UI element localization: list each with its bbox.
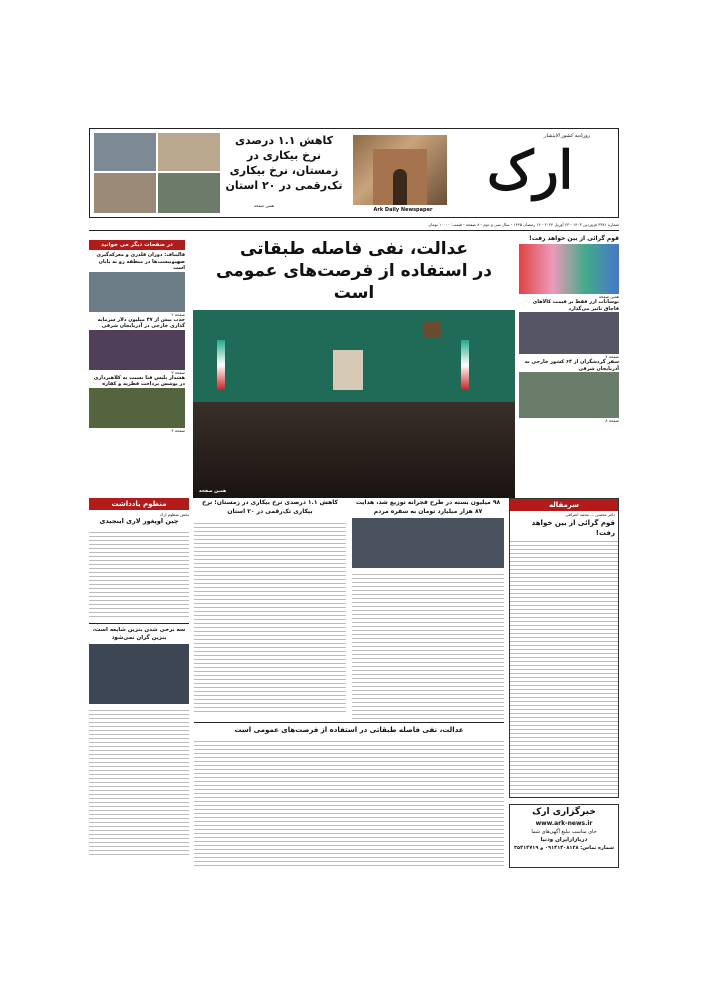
left-item2-page: صفحه ۳ bbox=[171, 369, 185, 375]
editorial-box bbox=[509, 498, 619, 798]
right-sidebar bbox=[519, 234, 619, 489]
agency-line3: دربازارایران ودنیا bbox=[540, 837, 588, 843]
unemployment-headline: کاهش ۱.۱ درصدی نرخ بیکاری در زمستان؛ نرخ بیکاری تک‌رقمی در ۲۰ استان bbox=[202, 499, 338, 515]
collage-photo-1 bbox=[94, 133, 156, 171]
bread-body bbox=[352, 571, 504, 721]
left-item3-page: صفحه ۴ bbox=[171, 427, 185, 433]
masthead-logo: ارک bbox=[486, 140, 574, 201]
right-sidebar-page2: صفحه ۷ bbox=[605, 354, 619, 359]
editorial-author: دکتر محسن ... محمد اشرافی bbox=[565, 512, 615, 517]
agency-phone: شماره تماس: ۰۹۱۴۱۴۰۸۱۲۸ و ۳۵۴۱۴۷۱۹ bbox=[513, 845, 615, 851]
gasoline-photo bbox=[89, 644, 189, 704]
left-item1-photo bbox=[89, 272, 185, 312]
gasoline-headline: سه نرخی شدن بنزین شایعه است، بنزین گران نمی‌شود bbox=[89, 623, 189, 642]
justice-body bbox=[194, 738, 504, 866]
right-sidebar-item3: سفر گردشگران از ۶۴ کشور خارجی به آذربایجان شرقی bbox=[524, 359, 619, 372]
editorial-body bbox=[510, 538, 618, 797]
top-story-page-ref: همین صفحه bbox=[253, 203, 274, 208]
left-sidebar bbox=[89, 240, 185, 490]
collage-photo-4 bbox=[158, 173, 220, 213]
issue-line: شماره ۳۳۸۱ فروردین ۱۴۰۳ - ۲۳ آوریل ۲۰۲۴ - ۱۴ رمضان ۱۴۴۵ - سال سی و دوم - ۸ صفحه - قیمت: ۱۰۰۰۰ تومان bbox=[89, 220, 619, 231]
collage-photo-2 bbox=[158, 133, 220, 171]
collage-photo-3 bbox=[94, 173, 156, 213]
poem-headline: چین اویغور لاری اینجیدی bbox=[99, 517, 179, 525]
right-sidebar-page1: همین صفحه bbox=[598, 294, 619, 299]
agency-url: www.ark-news.ir bbox=[535, 820, 593, 827]
agency-line2: جای مناسب تبلیغ آگهی‌های شما bbox=[531, 829, 597, 835]
right-sidebar-page3: صفحه ۸ bbox=[605, 418, 619, 423]
bread-photo bbox=[352, 518, 504, 568]
agency-box bbox=[509, 804, 619, 868]
justice-story bbox=[194, 722, 504, 868]
unemployment-story bbox=[194, 498, 346, 718]
official-photo bbox=[519, 312, 619, 354]
bread-story bbox=[352, 498, 504, 718]
bread-headline: ۹۸ میلیون بسته در طرح فجرانه توزیع شد، هدایت ۸۷ هزار میلیارد تومان به سفره مردم bbox=[355, 499, 501, 515]
unemployment-body bbox=[194, 520, 346, 715]
left-item1-page: صفحه ۲ bbox=[171, 311, 185, 317]
lead-photo-caption: همین صفحه bbox=[199, 489, 227, 494]
newspaper-page bbox=[89, 128, 619, 868]
masthead-english-name: Ark Daily Newspaper bbox=[373, 207, 433, 213]
masthead-tagline: روزنامه کشور الایتشار bbox=[543, 133, 590, 139]
left-item2-headline: جذب بیش از ۴۷ میلیون دلار سرمایه گذاری خارجی در آذربایجان شرقی bbox=[97, 316, 185, 329]
left-item2-photo bbox=[89, 330, 185, 370]
left-item3-headline: هشدار پلیس فتا نسبت به کلاهبرداری در پوشش پرداخت فطریه و کفاره bbox=[93, 374, 185, 387]
editorial-title: سرمقاله bbox=[510, 499, 618, 511]
agency-title: خبرگزاری ارک bbox=[532, 807, 596, 817]
citadel-photo bbox=[353, 135, 447, 205]
lead-headline-line2: در استفاده از فرصت‌های عمومی است bbox=[216, 261, 492, 303]
top-story-headline: کاهش ۱.۱ درصدی نرخ بیکاری در زمستان، نرخ بیکاری تک‌رقمی در ۲۰ استان bbox=[225, 134, 343, 192]
left-sidebar-title: در صفحات دیگر می خوانید bbox=[89, 240, 185, 250]
left-item3-photo bbox=[89, 388, 185, 428]
hands-photo bbox=[519, 244, 619, 294]
editorial-headline: قوم گرائی از بین خواهد رفت! bbox=[531, 519, 615, 537]
masthead-box bbox=[89, 128, 619, 218]
tourists-photo bbox=[519, 372, 619, 418]
lead-photo bbox=[193, 310, 515, 498]
lead-headline-line1: عدالت، نفی فاصله طبقاتی bbox=[239, 239, 468, 259]
poem-column bbox=[89, 498, 189, 868]
lead-story bbox=[193, 238, 515, 494]
justice-headline: عدالت، نفی فاصله طبقاتی در استفاده از فرصت‌های عمومی است bbox=[194, 722, 504, 735]
gasoline-body bbox=[89, 707, 189, 857]
left-item1-headline: قالیباف: دوران قلدری و معرکه‌گیری صهیونیست‌ها در منطقه رو به پایان است bbox=[96, 252, 185, 271]
right-sidebar-item2: نوسانات ارز فقط بر قیمت کالاهای قاچاق تاثیر می‌گذارد bbox=[532, 299, 619, 312]
right-sidebar-title: قوم گرائی از بین خواهد رفت! bbox=[529, 235, 619, 242]
poem-body bbox=[89, 529, 189, 619]
poem-title: منظوم یادداشت bbox=[89, 498, 189, 510]
poem-author: بخش منظوم ارک bbox=[159, 512, 189, 517]
